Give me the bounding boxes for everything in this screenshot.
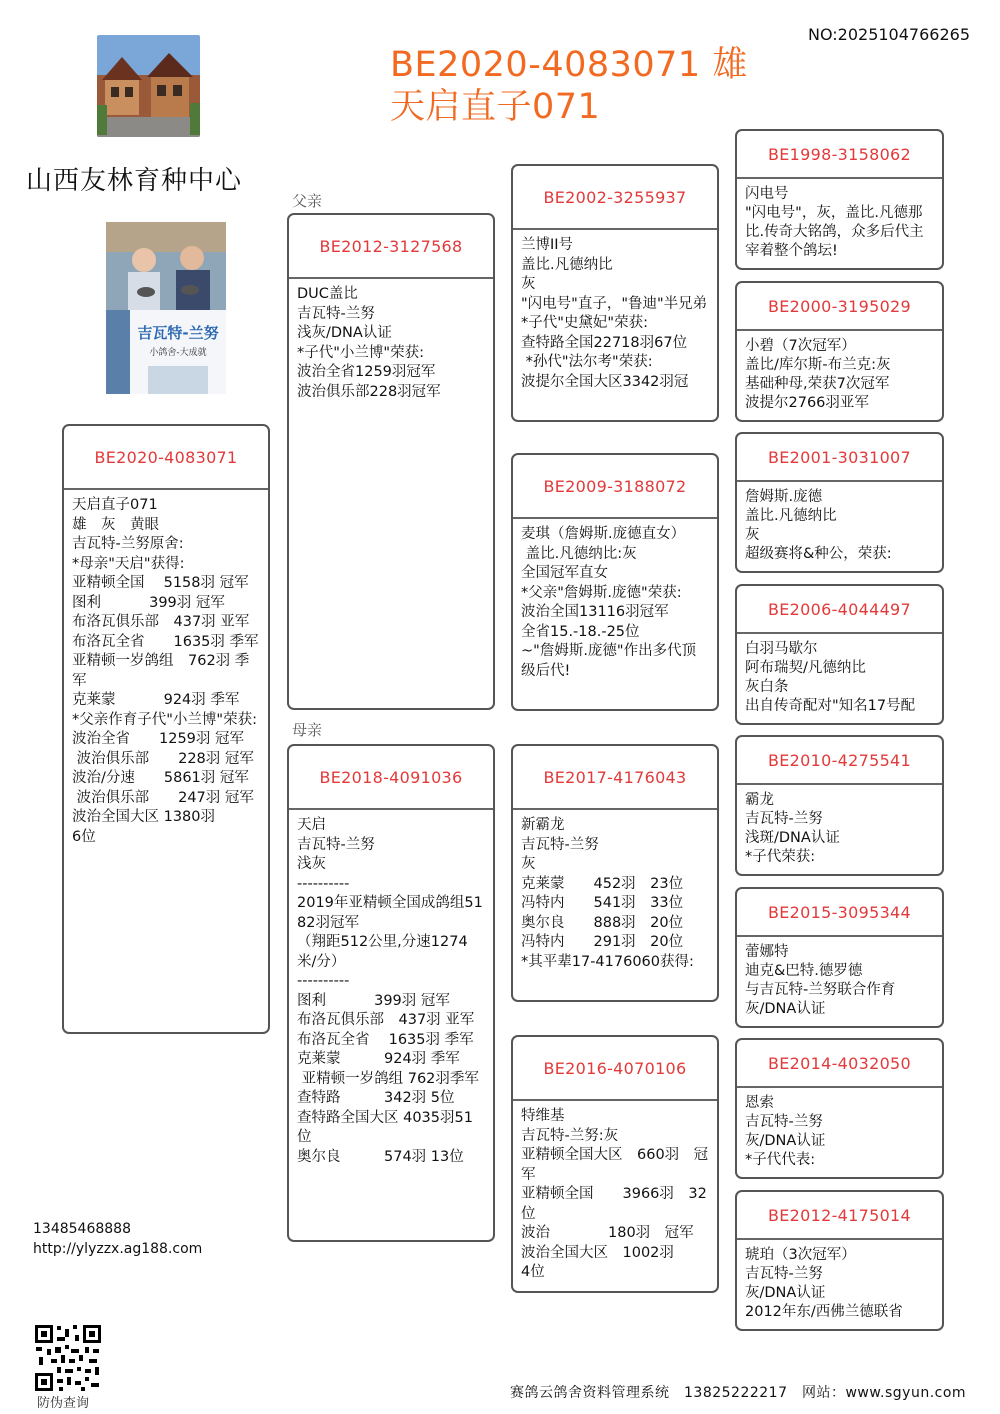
ancestor-ring: BE2010-4275541 bbox=[737, 737, 942, 785]
ancestor-details: 恩索 吉瓦特-兰努 灰/DNA认证 *子代代表: bbox=[745, 1095, 826, 1168]
father-details: DUC盖比 吉瓦特-兰努 浅灰/DNA认证 *子代"小兰博"荣获: 波治全省1259羽冠军 波治俱乐部228羽冠军 bbox=[297, 286, 441, 400]
ancestor-details: 闪电号 "闪电号"，灰，盖比.凡德那比.传奇大铭鸽，众多后代主宰着整个鸽坛! bbox=[745, 186, 924, 259]
father-label: 父亲 bbox=[292, 192, 323, 210]
ancestor-card bbox=[735, 432, 944, 573]
subject-card bbox=[62, 424, 270, 1034]
ancestor-card bbox=[735, 887, 944, 1028]
grandparent-ring: BE2017-4176043 bbox=[513, 746, 717, 810]
footer-text: 赛鸽云鸽舍资料管理系统 13825222217 网站：www.sgyun.com bbox=[510, 1385, 967, 1401]
ancestor-card bbox=[735, 584, 944, 725]
mother-label: 母亲 bbox=[292, 721, 323, 739]
contact-url[interactable]: http://ylyzzx.ag188.com bbox=[33, 1241, 203, 1257]
ancestor-ring: BE2014-4032050 bbox=[737, 1040, 942, 1088]
ancestor-details: 小碧（7次冠军） 盖比/库尔斯-布兰克:灰 基础种母,荣获7次冠军 波提尔2766羽亚军 bbox=[745, 338, 891, 411]
ancestor-ring: BE2001-3031007 bbox=[737, 434, 942, 482]
ancestor-ring: BE2015-3095344 bbox=[737, 889, 942, 937]
loft-photo bbox=[97, 35, 200, 137]
subject-ring: BE2020-4083071 bbox=[64, 426, 268, 490]
mother-card bbox=[287, 744, 495, 1242]
ancestor-details: 白羽马歇尔 阿布瑞契/凡德纳比 灰白条 出自传奇配对"知名17号配 bbox=[745, 641, 916, 714]
ancestor-ring: BE2012-4175014 bbox=[737, 1192, 942, 1240]
paternal-grandmother-card bbox=[511, 453, 719, 711]
book-subtitle: 小鸽舍-大成就 bbox=[149, 348, 207, 358]
qr-code[interactable] bbox=[33, 1323, 103, 1393]
ancestor-card bbox=[735, 281, 944, 422]
ancestor-ring: BE2006-4044497 bbox=[737, 586, 942, 634]
ancestor-ring: BE1998-3158062 bbox=[737, 131, 942, 179]
page-title bbox=[390, 44, 748, 128]
mother-ring: BE2018-4091036 bbox=[289, 746, 493, 810]
paternal-grandfather-card bbox=[511, 164, 719, 422]
org-name: 山西友林育种中心 bbox=[26, 166, 243, 196]
grandparent-details: 特维基 吉瓦特-兰努:灰 亚精顿全国大区 660羽 冠军 亚精顿全国 3966羽 32位 波治 180羽 冠军 波治全国大区 1002羽 4位 bbox=[521, 1108, 709, 1280]
book-title: 吉瓦特-兰努 bbox=[137, 324, 219, 342]
ancestor-card bbox=[735, 1190, 944, 1331]
ancestor-card bbox=[735, 735, 944, 876]
qr-label: 防伪查询 bbox=[37, 1396, 90, 1411]
ancestor-card bbox=[735, 129, 944, 270]
ancestor-card bbox=[735, 1038, 944, 1179]
ancestor-ring: BE2000-3195029 bbox=[737, 283, 942, 331]
ancestor-details: 蕾娜特 迪克&巴特.德罗德 与吉瓦特-兰努联合作育 灰/DNA认证 bbox=[745, 944, 896, 1017]
ancestor-details: 琥珀（3次冠军） 吉瓦特-兰努 灰/DNA认证 2012年东/西佛兰德联省 bbox=[745, 1247, 903, 1320]
grandparent-details: 兰博II号 盖比.凡德纳比 灰 "闪电号"直子，"鲁迪"半兄弟 *子代"史黛妃"荣获: 查特路全国22718羽67位 *孙代"法尔考"荣获: 波提尔全国大区3342羽冠 bbox=[521, 237, 708, 390]
father-card bbox=[287, 213, 495, 710]
book-cover-image bbox=[106, 222, 226, 394]
title-ring: BE2020-4083071 雄 bbox=[390, 45, 748, 85]
grandparent-ring: BE2009-3188072 bbox=[513, 455, 717, 519]
subject-details: 天启直子071 雄 灰 黄眼 吉瓦特-兰努原舍: *母亲"天启"获得: 亚精顿全国 5158羽 冠军 图利 399羽 冠军 布洛瓦俱乐部 437羽 亚军 布洛瓦全省 1635羽 季军 亚精顿一岁鸽组 762羽 季军 克莱蒙 924羽 季军 *父亲作育子代"小兰博"荣获: 波治全省 1259羽 冠军 波治俱乐部 228羽 冠军 波治/分速 5861羽 冠军 波治俱乐部 247羽 冠军 波治全国大区 1380羽 6位 bbox=[72, 497, 259, 845]
ancestor-details: 霸龙 吉瓦特-兰努 浅斑/DNA认证 *子代荣获: bbox=[745, 792, 840, 865]
document-number: NO:2025104766265 bbox=[807, 25, 970, 44]
ancestor-details: 詹姆斯.庞德 盖比.凡德纳比 灰 超级赛将&种公，荣获: bbox=[745, 489, 892, 562]
maternal-grandmother-card bbox=[511, 1035, 719, 1293]
title-name: 天启直子071 bbox=[390, 87, 601, 127]
grandparent-details: 新霸龙 吉瓦特-兰努 灰 克莱蒙 452羽 23位 冯特内 541羽 33位 奥尔良 888羽 20位 冯特内 291羽 20位 *其平辈17-4176060获得: bbox=[521, 817, 694, 970]
contact-phone: 13485468888 bbox=[33, 1221, 131, 1237]
grandparent-details: 麦琪（詹姆斯.庞德直女） 盖比.凡德纳比:灰 全国冠军直女 *父亲"詹姆斯.庞德"荣获: 波治全国13116羽冠军 全省15.-18.-25位 ~"詹姆斯.庞德"作出多代顶级后代! bbox=[521, 526, 697, 679]
mother-details: 天启 吉瓦特-兰努 浅灰 ---------- 2019年亚精顿全国成鸽组5182羽冠军 （翔距512公里,分速1274米/分） ---------- 图利 399羽 冠军 布洛瓦俱乐部 437羽 亚军 布洛瓦全省 1635羽 季军 克莱蒙 924羽 季军 亚精顿一岁鸽组 762羽季军 查特路 342羽 5位 查特路全国大区 4035羽51位 奥尔良 574羽 13位 bbox=[297, 817, 483, 1165]
grandparent-ring: BE2002-3255937 bbox=[513, 166, 717, 230]
maternal-grandfather-card bbox=[511, 744, 719, 1002]
grandparent-ring: BE2016-4070106 bbox=[513, 1037, 717, 1101]
father-ring: BE2012-3127568 bbox=[289, 215, 493, 279]
